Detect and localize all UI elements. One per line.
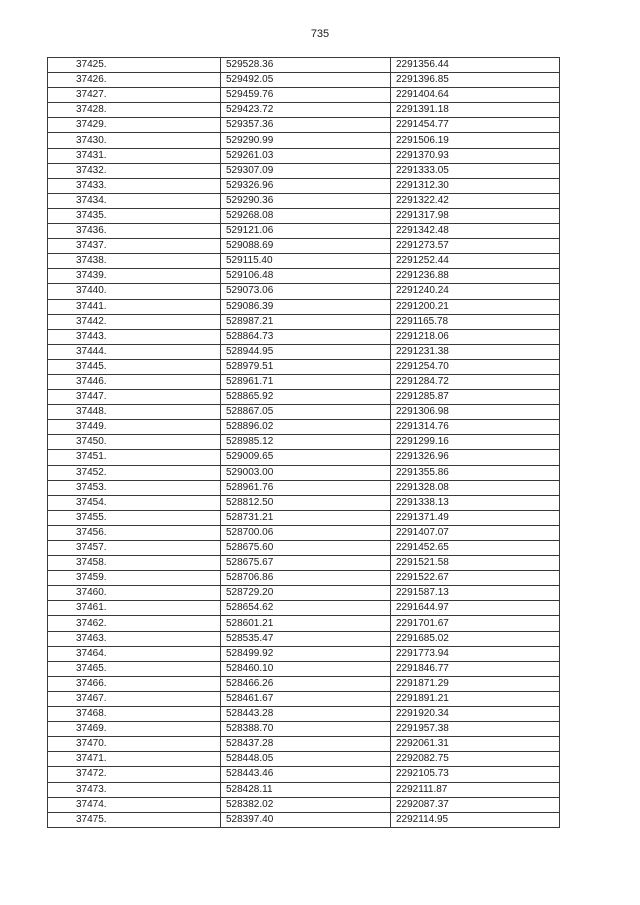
x-coordinate-cell: 529459.76 bbox=[221, 88, 391, 103]
x-coordinate-cell: 529326.96 bbox=[221, 178, 391, 193]
table-row bbox=[48, 73, 560, 88]
y-coordinate-cell: 2291454.77 bbox=[391, 118, 560, 133]
point-number-cell: 37430. bbox=[48, 133, 221, 148]
point-number-cell: 37449. bbox=[48, 420, 221, 435]
point-number-cell: 37434. bbox=[48, 193, 221, 208]
table-row bbox=[48, 782, 560, 797]
x-coordinate-cell: 528443.28 bbox=[221, 707, 391, 722]
table-row bbox=[48, 480, 560, 495]
y-coordinate-cell: 2291404.64 bbox=[391, 88, 560, 103]
point-number-cell: 37445. bbox=[48, 359, 221, 374]
x-coordinate-cell: 528979.51 bbox=[221, 359, 391, 374]
table-row bbox=[48, 525, 560, 540]
point-number-cell: 37470. bbox=[48, 737, 221, 752]
x-coordinate-cell: 528397.40 bbox=[221, 812, 391, 827]
y-coordinate-cell: 2291312.30 bbox=[391, 178, 560, 193]
y-coordinate-cell: 2291284.72 bbox=[391, 374, 560, 389]
table-row bbox=[48, 541, 560, 556]
y-coordinate-cell: 2291236.88 bbox=[391, 269, 560, 284]
table-row bbox=[48, 556, 560, 571]
table-row bbox=[48, 329, 560, 344]
y-coordinate-cell: 2291407.07 bbox=[391, 525, 560, 540]
x-coordinate-cell: 528987.21 bbox=[221, 314, 391, 329]
table-row bbox=[48, 631, 560, 646]
x-coordinate-cell: 528675.67 bbox=[221, 556, 391, 571]
point-number-cell: 37471. bbox=[48, 752, 221, 767]
y-coordinate-cell: 2291355.86 bbox=[391, 465, 560, 480]
y-coordinate-cell: 2291701.67 bbox=[391, 616, 560, 631]
point-number-cell: 37444. bbox=[48, 344, 221, 359]
x-coordinate-cell: 529106.48 bbox=[221, 269, 391, 284]
point-number-cell: 37458. bbox=[48, 556, 221, 571]
y-coordinate-cell: 2291240.24 bbox=[391, 284, 560, 299]
point-number-cell: 37457. bbox=[48, 541, 221, 556]
y-coordinate-cell: 2291371.49 bbox=[391, 510, 560, 525]
y-coordinate-cell: 2291273.57 bbox=[391, 239, 560, 254]
point-number-cell: 37469. bbox=[48, 722, 221, 737]
point-number-cell: 37441. bbox=[48, 299, 221, 314]
table-row bbox=[48, 571, 560, 586]
point-number-cell: 37460. bbox=[48, 586, 221, 601]
x-coordinate-cell: 529423.72 bbox=[221, 103, 391, 118]
point-number-cell: 37431. bbox=[48, 148, 221, 163]
table-row bbox=[48, 676, 560, 691]
y-coordinate-cell: 2291957.38 bbox=[391, 722, 560, 737]
x-coordinate-cell: 528961.71 bbox=[221, 374, 391, 389]
table-row bbox=[48, 465, 560, 480]
x-coordinate-cell: 529009.65 bbox=[221, 450, 391, 465]
y-coordinate-cell: 2291252.44 bbox=[391, 254, 560, 269]
table-row bbox=[48, 374, 560, 389]
point-number-cell: 37450. bbox=[48, 435, 221, 450]
point-number-cell: 37475. bbox=[48, 812, 221, 827]
y-coordinate-cell: 2292082.75 bbox=[391, 752, 560, 767]
point-number-cell: 37427. bbox=[48, 88, 221, 103]
y-coordinate-cell: 2291299.16 bbox=[391, 435, 560, 450]
point-number-cell: 37452. bbox=[48, 465, 221, 480]
y-coordinate-cell: 2291587.13 bbox=[391, 586, 560, 601]
y-coordinate-cell: 2291200.21 bbox=[391, 299, 560, 314]
x-coordinate-cell: 529088.69 bbox=[221, 239, 391, 254]
point-number-cell: 37456. bbox=[48, 525, 221, 540]
y-coordinate-cell: 2292061.31 bbox=[391, 737, 560, 752]
y-coordinate-cell: 2291522.67 bbox=[391, 571, 560, 586]
point-number-cell: 37474. bbox=[48, 797, 221, 812]
x-coordinate-cell: 528812.50 bbox=[221, 495, 391, 510]
table-row bbox=[48, 224, 560, 239]
x-coordinate-cell: 529290.36 bbox=[221, 193, 391, 208]
x-coordinate-cell: 528864.73 bbox=[221, 329, 391, 344]
x-coordinate-cell: 528428.11 bbox=[221, 782, 391, 797]
point-number-cell: 37461. bbox=[48, 601, 221, 616]
table-row bbox=[48, 133, 560, 148]
x-coordinate-cell: 528867.05 bbox=[221, 405, 391, 420]
x-coordinate-cell: 529086.39 bbox=[221, 299, 391, 314]
x-coordinate-cell: 529261.03 bbox=[221, 148, 391, 163]
table-row bbox=[48, 254, 560, 269]
table-row bbox=[48, 284, 560, 299]
point-number-cell: 37428. bbox=[48, 103, 221, 118]
x-coordinate-cell: 528388.70 bbox=[221, 722, 391, 737]
point-number-cell: 37455. bbox=[48, 510, 221, 525]
x-coordinate-cell: 528700.06 bbox=[221, 525, 391, 540]
y-coordinate-cell: 2292087.37 bbox=[391, 797, 560, 812]
y-coordinate-cell: 2291506.19 bbox=[391, 133, 560, 148]
point-number-cell: 37464. bbox=[48, 646, 221, 661]
y-coordinate-cell: 2291254.70 bbox=[391, 359, 560, 374]
y-coordinate-cell: 2291773.94 bbox=[391, 646, 560, 661]
point-number-cell: 37468. bbox=[48, 707, 221, 722]
y-coordinate-cell: 2291328.08 bbox=[391, 480, 560, 495]
y-coordinate-cell: 2291846.77 bbox=[391, 661, 560, 676]
table-row bbox=[48, 737, 560, 752]
y-coordinate-cell: 2291452.65 bbox=[391, 541, 560, 556]
table-row bbox=[48, 163, 560, 178]
point-number-cell: 37438. bbox=[48, 254, 221, 269]
y-coordinate-cell: 2291333.05 bbox=[391, 163, 560, 178]
x-coordinate-cell: 529307.09 bbox=[221, 163, 391, 178]
point-number-cell: 37454. bbox=[48, 495, 221, 510]
table-row bbox=[48, 435, 560, 450]
point-number-cell: 37463. bbox=[48, 631, 221, 646]
x-coordinate-cell: 528985.12 bbox=[221, 435, 391, 450]
x-coordinate-cell: 528499.92 bbox=[221, 646, 391, 661]
x-coordinate-cell: 529290.99 bbox=[221, 133, 391, 148]
point-number-cell: 37448. bbox=[48, 405, 221, 420]
table-row bbox=[48, 420, 560, 435]
point-number-cell: 37446. bbox=[48, 374, 221, 389]
point-number-cell: 37451. bbox=[48, 450, 221, 465]
point-number-cell: 37472. bbox=[48, 767, 221, 782]
point-number-cell: 37453. bbox=[48, 480, 221, 495]
x-coordinate-cell: 528865.92 bbox=[221, 390, 391, 405]
y-coordinate-cell: 2291338.13 bbox=[391, 495, 560, 510]
table-row bbox=[48, 510, 560, 525]
point-number-cell: 37435. bbox=[48, 208, 221, 223]
table-row bbox=[48, 495, 560, 510]
y-coordinate-cell: 2291685.02 bbox=[391, 631, 560, 646]
table-row bbox=[48, 269, 560, 284]
table-row bbox=[48, 193, 560, 208]
point-number-cell: 37433. bbox=[48, 178, 221, 193]
y-coordinate-cell: 2291396.85 bbox=[391, 73, 560, 88]
x-coordinate-cell: 529121.06 bbox=[221, 224, 391, 239]
point-number-cell: 37426. bbox=[48, 73, 221, 88]
point-number-cell: 37437. bbox=[48, 239, 221, 254]
table-row bbox=[48, 601, 560, 616]
table-row bbox=[48, 616, 560, 631]
x-coordinate-cell: 528443.46 bbox=[221, 767, 391, 782]
table-row bbox=[48, 299, 560, 314]
x-coordinate-cell: 528448.05 bbox=[221, 752, 391, 767]
y-coordinate-cell: 2291920.34 bbox=[391, 707, 560, 722]
y-coordinate-cell: 2291521.58 bbox=[391, 556, 560, 571]
x-coordinate-cell: 528654.62 bbox=[221, 601, 391, 616]
y-coordinate-cell: 2291306.98 bbox=[391, 405, 560, 420]
y-coordinate-cell: 2291644.97 bbox=[391, 601, 560, 616]
table-row bbox=[48, 118, 560, 133]
x-coordinate-cell: 528535.47 bbox=[221, 631, 391, 646]
table-body bbox=[48, 58, 560, 828]
point-number-cell: 37443. bbox=[48, 329, 221, 344]
x-coordinate-cell: 529003.00 bbox=[221, 465, 391, 480]
x-coordinate-cell: 528729.20 bbox=[221, 586, 391, 601]
point-number-cell: 37459. bbox=[48, 571, 221, 586]
point-number-cell: 37447. bbox=[48, 390, 221, 405]
x-coordinate-cell: 529115.40 bbox=[221, 254, 391, 269]
x-coordinate-cell: 528437.28 bbox=[221, 737, 391, 752]
y-coordinate-cell: 2291322.42 bbox=[391, 193, 560, 208]
table-row bbox=[48, 661, 560, 676]
table-row bbox=[48, 58, 560, 73]
point-number-cell: 37432. bbox=[48, 163, 221, 178]
table-row bbox=[48, 722, 560, 737]
point-number-cell: 37436. bbox=[48, 224, 221, 239]
x-coordinate-cell: 529357.36 bbox=[221, 118, 391, 133]
y-coordinate-cell: 2291370.93 bbox=[391, 148, 560, 163]
point-number-cell: 37442. bbox=[48, 314, 221, 329]
y-coordinate-cell: 2291314.76 bbox=[391, 420, 560, 435]
x-coordinate-cell: 528461.67 bbox=[221, 691, 391, 706]
table-row bbox=[48, 314, 560, 329]
point-number-cell: 37425. bbox=[48, 58, 221, 73]
table-row bbox=[48, 178, 560, 193]
table-row bbox=[48, 148, 560, 163]
table-row bbox=[48, 646, 560, 661]
x-coordinate-cell: 528896.02 bbox=[221, 420, 391, 435]
table-row bbox=[48, 405, 560, 420]
table-row bbox=[48, 586, 560, 601]
x-coordinate-cell: 529528.36 bbox=[221, 58, 391, 73]
table-row bbox=[48, 812, 560, 827]
y-coordinate-cell: 2291285.87 bbox=[391, 390, 560, 405]
y-coordinate-cell: 2292105.73 bbox=[391, 767, 560, 782]
point-number-cell: 37466. bbox=[48, 676, 221, 691]
y-coordinate-cell: 2291218.06 bbox=[391, 329, 560, 344]
x-coordinate-cell: 529268.08 bbox=[221, 208, 391, 223]
table-row bbox=[48, 344, 560, 359]
table-row bbox=[48, 359, 560, 374]
point-number-cell: 37429. bbox=[48, 118, 221, 133]
x-coordinate-cell: 528961.76 bbox=[221, 480, 391, 495]
y-coordinate-cell: 2291165.78 bbox=[391, 314, 560, 329]
x-coordinate-cell: 529073.06 bbox=[221, 284, 391, 299]
x-coordinate-cell: 528731.21 bbox=[221, 510, 391, 525]
point-number-cell: 37439. bbox=[48, 269, 221, 284]
page-number: 735 bbox=[310, 28, 330, 40]
x-coordinate-cell: 528601.21 bbox=[221, 616, 391, 631]
x-coordinate-cell: 528466.26 bbox=[221, 676, 391, 691]
x-coordinate-cell: 529492.05 bbox=[221, 73, 391, 88]
table-row bbox=[48, 797, 560, 812]
table-row bbox=[48, 239, 560, 254]
table-row bbox=[48, 88, 560, 103]
coordinate-table bbox=[47, 57, 560, 828]
point-number-cell: 37473. bbox=[48, 782, 221, 797]
y-coordinate-cell: 2291871.29 bbox=[391, 676, 560, 691]
x-coordinate-cell: 528675.60 bbox=[221, 541, 391, 556]
point-number-cell: 37462. bbox=[48, 616, 221, 631]
table-row bbox=[48, 390, 560, 405]
x-coordinate-cell: 528460.10 bbox=[221, 661, 391, 676]
x-coordinate-cell: 528706.86 bbox=[221, 571, 391, 586]
y-coordinate-cell: 2291391.18 bbox=[391, 103, 560, 118]
y-coordinate-cell: 2291326.96 bbox=[391, 450, 560, 465]
point-number-cell: 37440. bbox=[48, 284, 221, 299]
y-coordinate-cell: 2291356.44 bbox=[391, 58, 560, 73]
y-coordinate-cell: 2291891.21 bbox=[391, 691, 560, 706]
y-coordinate-cell: 2291317.98 bbox=[391, 208, 560, 223]
x-coordinate-cell: 528382.02 bbox=[221, 797, 391, 812]
y-coordinate-cell: 2292111.87 bbox=[391, 782, 560, 797]
y-coordinate-cell: 2292114.95 bbox=[391, 812, 560, 827]
x-coordinate-cell: 528944.95 bbox=[221, 344, 391, 359]
table-row bbox=[48, 450, 560, 465]
point-number-cell: 37465. bbox=[48, 661, 221, 676]
table-row bbox=[48, 208, 560, 223]
table-row bbox=[48, 752, 560, 767]
table-row bbox=[48, 767, 560, 782]
table-row bbox=[48, 103, 560, 118]
y-coordinate-cell: 2291231.38 bbox=[391, 344, 560, 359]
table-row bbox=[48, 691, 560, 706]
y-coordinate-cell: 2291342.48 bbox=[391, 224, 560, 239]
point-number-cell: 37467. bbox=[48, 691, 221, 706]
table-row bbox=[48, 707, 560, 722]
